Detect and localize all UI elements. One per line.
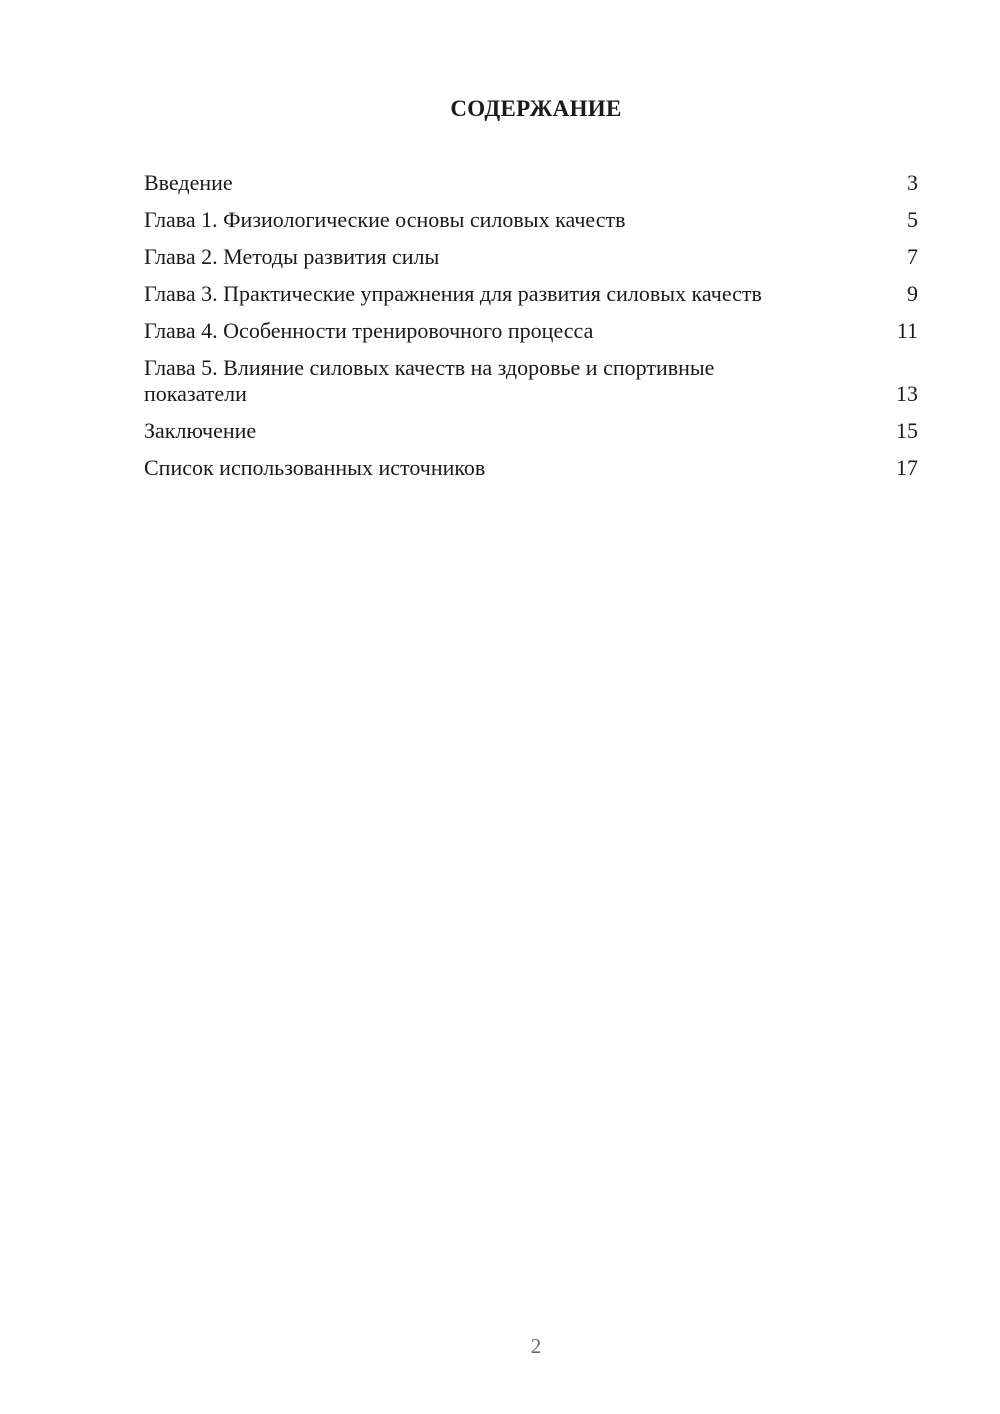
toc-entry-label: Введение [144, 170, 233, 195]
toc-entry-introduction[interactable] [144, 170, 918, 196]
toc-entry-label: Глава 1. Физиологические основы силовых качеств [144, 207, 626, 232]
toc-entry-page: 9 [907, 281, 918, 306]
toc-entry-page: 7 [907, 244, 918, 269]
page-number: 2 [530, 1334, 542, 1358]
toc-entry-page: 11 [896, 318, 918, 343]
toc-entry-page: 3 [907, 170, 918, 195]
toc-entry-label: Глава 5. Влияние силовых качеств на здоровье и спортивные показатели [144, 355, 715, 406]
toc-entry-chapter-3[interactable] [144, 281, 918, 307]
toc-entry-page: 5 [907, 207, 918, 232]
toc-entry-page: 13 [896, 381, 918, 406]
toc-entry-page: 17 [896, 455, 918, 480]
toc-entry-conclusion[interactable] [144, 418, 918, 444]
toc-entry-label: Глава 3. Практические упражнения для развития силовых качеств [144, 281, 762, 306]
toc-entry-label: Глава 4. Особенности тренировочного процесса [144, 318, 594, 343]
toc-entry-chapter-5[interactable] [144, 355, 918, 407]
toc-entry-page: 15 [896, 418, 918, 443]
toc-entry-label: Заключение [144, 418, 257, 443]
toc-entry-chapter-2[interactable] [144, 244, 918, 270]
toc-entry-chapter-4[interactable] [144, 318, 918, 344]
table-of-contents [144, 170, 918, 492]
toc-entry-chapter-1[interactable] [144, 207, 918, 233]
toc-entry-label: Глава 2. Методы развития силы [144, 244, 440, 269]
page-title: СОДЕРЖАНИЕ [450, 96, 622, 121]
toc-entry-references[interactable] [144, 455, 918, 481]
toc-entry-label: Список использованных источников [144, 455, 486, 480]
